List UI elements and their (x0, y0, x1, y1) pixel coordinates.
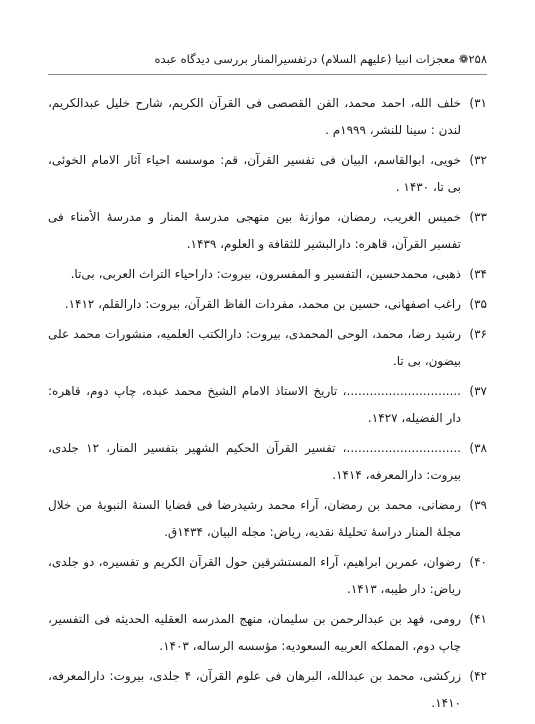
entry-number: ۳۷) (469, 384, 487, 398)
entry-text: ذهبی، محمدحسین، التفسیر و المفسرون، بیروت: داراحیاء التراث العربی، بی‌تا. (70, 267, 461, 281)
bibliography-list (48, 90, 487, 720)
entry-number: ۳۳) (469, 210, 487, 224)
running-header: ۲۵۸❁ معجزات انبیا (علیهم السلام) درتفسیرالمنار بررسی دیدگاه عبده (154, 52, 487, 66)
entry-number: ۴۰) (469, 555, 487, 569)
bibliography-entry (48, 492, 487, 546)
bibliography-entry (48, 204, 487, 258)
entry-text: خمیس الغریب، رمضان، موازنهٔ بین منهجی مدرسهٔ المنار و مدرسهٔ الأمناء فی تفسیر القرآن، قاهره: دارالبشیر للثقافة و العلوم، ۱۴۳۹. (48, 210, 461, 251)
bibliography-entry (48, 90, 487, 144)
entry-number: ۳۲) (469, 153, 487, 167)
entry-text: راغب اصفهانی، حسین بن محمد، مفردات الفاظ القرآن، بیروت: دارالقلم، ۱۴۱۲. (64, 297, 461, 311)
entry-number: ۳۴) (469, 267, 487, 281)
entry-text: خلف الله، احمد محمد، الفن القصصی فی القرآن الکریم، شارح خلیل عبدالکریم، لندن : سینا للنشر، ۱۹۹۹م . (48, 96, 461, 137)
entry-number: ۳۶) (469, 327, 487, 341)
bibliography-entry (48, 147, 487, 201)
bibliography-entry (48, 291, 487, 318)
entry-number: ۳۸) (469, 441, 487, 455)
header-rule (48, 74, 487, 75)
entry-text: رضوان، عمربن ابراهیم، آراء المستشرقین حول القرآن الکریم و تفسیره، دو جلدی، ریاض: دار طیبه، ۱۴۱۳. (48, 555, 461, 596)
bibliography-entry (48, 261, 487, 288)
bibliography-entry (48, 378, 487, 432)
entry-number: ۳۹) (469, 498, 487, 512)
entry-text: رمضانی، محمد بن رمضان، آراء محمد رشیدرضا فی قضایا السنهٔ النبویهٔ من خلال مجلهٔ المنار دراسهٔ تحلیلهٔ نقدیه، ریاض: مجله البیان، ۱۴۳۴ق. (48, 498, 461, 539)
entry-number: ۳۱) (469, 96, 487, 110)
entry-text: رشید رضا، محمد، الوحی المحمدی، بیروت: دارالکتب العلمیه، منشورات محمد علی بیضون، بی تا. (48, 327, 461, 368)
bibliography-entry (48, 549, 487, 603)
entry-number: ۴۲) (469, 669, 487, 683)
entry-text: زرکشی، محمد بن عبدالله، البرهان فی علوم القرآن، ۴ جلدی، بیروت: دارالمعرفه، ۱۴۱۰. (48, 669, 461, 710)
entry-text: ..............................، تاریخ الاستاذ الامام الشیخ محمد عبده، چاپ دوم، قاهره: دار الفضیله، ۱۴۲۷. (48, 384, 461, 425)
entry-number: ۴۱) (469, 612, 487, 626)
bibliography-entry (48, 321, 487, 375)
entry-text: ..............................، تفسیر القرآن الحکیم الشهیر بتفسیر المنار، ۱۲ جلدی، بیروت: دارالمعرفه، ۱۴۱۴. (48, 441, 461, 482)
bibliography-entry (48, 435, 487, 489)
entry-number: ۳۵) (469, 297, 487, 311)
bibliography-entry (48, 606, 487, 660)
bibliography-entry (48, 663, 487, 717)
entry-text: خویی، ابوالقاسم، البیان فی تفسیر القرآن، قم: موسسه احیاء آثار الامام الخوئی، بی تا، ۱۴۳۰ . (48, 153, 461, 194)
entry-text: رومی، فهد بن عبدالرحمن بن سلیمان، منهج المدرسه العقلیه الحدیثه فی التفسیر، چاپ دوم، المملکه العربیه السعودیه: مؤسسه الرساله، ۱۴۰۳. (48, 612, 461, 653)
